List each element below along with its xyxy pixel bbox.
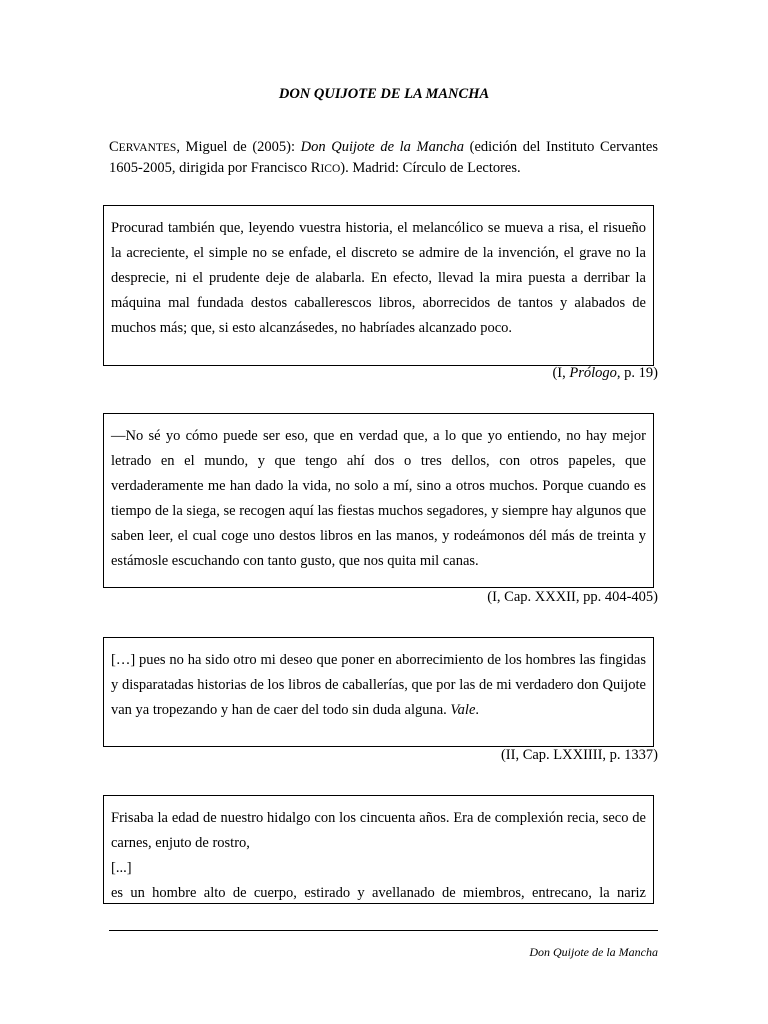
- quote-line: es un hombre alto de cuerpo, estirado y avellanado de miembros, entrecano, la nariz: [111, 885, 646, 901]
- citation-text: (II, Cap. LXXIIII, p. 1337): [500, 747, 658, 763]
- quote-box-prologo: [103, 205, 654, 366]
- quote-citation: [501, 747, 658, 764]
- quote-ellipsis: [...]: [111, 860, 132, 876]
- reference-tail: ). Madrid: Círculo de Lectores.: [340, 160, 521, 176]
- citation-post: , p. 19): [616, 365, 658, 381]
- quote-text: […] pues no ha sido otro mi deseo que poner en aborrecimiento de los hombres las fingidas y disparatadas historias de los libros de caballerías, que por las de mi verdadero don Quijote van ya tropezando y han de caer del todo sin duda alguna.: [111, 652, 646, 718]
- quote-citation: [487, 589, 658, 606]
- quote-box-cap-lxxiiii: [103, 637, 654, 747]
- quote-text-italic: Vale: [450, 702, 476, 718]
- quote-box-frisaba: [103, 795, 654, 904]
- bibliographic-reference: [109, 137, 658, 179]
- author-smallcaps: ERVANTES: [118, 142, 177, 154]
- citation-pre: (I,: [552, 365, 570, 381]
- quote-text: Procurad también que, leyendo vuestra historia, el melancólico se mueva a risa, el risueño la acreciente, el simple no se enfade, el discreto se admire de la invención, el grave no la desprecie, ni el prudente deje de alabarla. En efecto, llevad la mira puesta a derribar la máquina mal fundada destos caballerescos libros, aborrecidos de tantos y alabados de muchos más; que, si esto alcanzásedes, no habríades alcanzado poco.: [111, 220, 646, 336]
- quote-text: —No sé yo cómo puede ser eso, que en verdad que, a lo que yo entiendo, no hay mejor letrado en el mundo, y que tengo ahí dos o tres dellos, con otros papeles, que verdaderamente me han dado la vida, no solo a mí, sino a otros muchos. Porque cuando es tiempo de la siega, se recogen aquí las fiestas muchos segadores, y siempre hay algunos que saben leer, el cual coge uno destos libros en las manos, y rodeámonos dél más de treinta y estámosle escuchando con tanto gusto, que nos quita mil canas.: [111, 428, 646, 569]
- quote-line: Frisaba la edad de nuestro hidalgo con los cincuenta años. Era de complexión recia, seco de carnes, enjuto de rostro,: [111, 810, 646, 851]
- reference-post-title: (edición del Instituto Cervantes 1605-2005, dirigida por Francisco R: [109, 139, 658, 176]
- citation-italic: Prólogo: [569, 365, 617, 381]
- quote-citation: [552, 365, 658, 382]
- running-footer: Don Quijote de la Mancha: [529, 945, 658, 959]
- reference-pre-title: , Miguel de (2005):: [176, 139, 301, 155]
- editor-smallcaps: ICO: [320, 163, 341, 175]
- quote-text-end: .: [475, 702, 480, 718]
- page-title: DON QUIJOTE DE LA MANCHA: [278, 86, 490, 102]
- reference-book-title: Don Quijote de la Mancha: [300, 139, 465, 155]
- author-initial: C: [109, 139, 119, 155]
- footer-rule: [109, 930, 658, 931]
- citation-text: (I, Cap. XXXII, pp. 404-405): [487, 589, 658, 605]
- quote-box-cap-xxxii: [103, 413, 654, 588]
